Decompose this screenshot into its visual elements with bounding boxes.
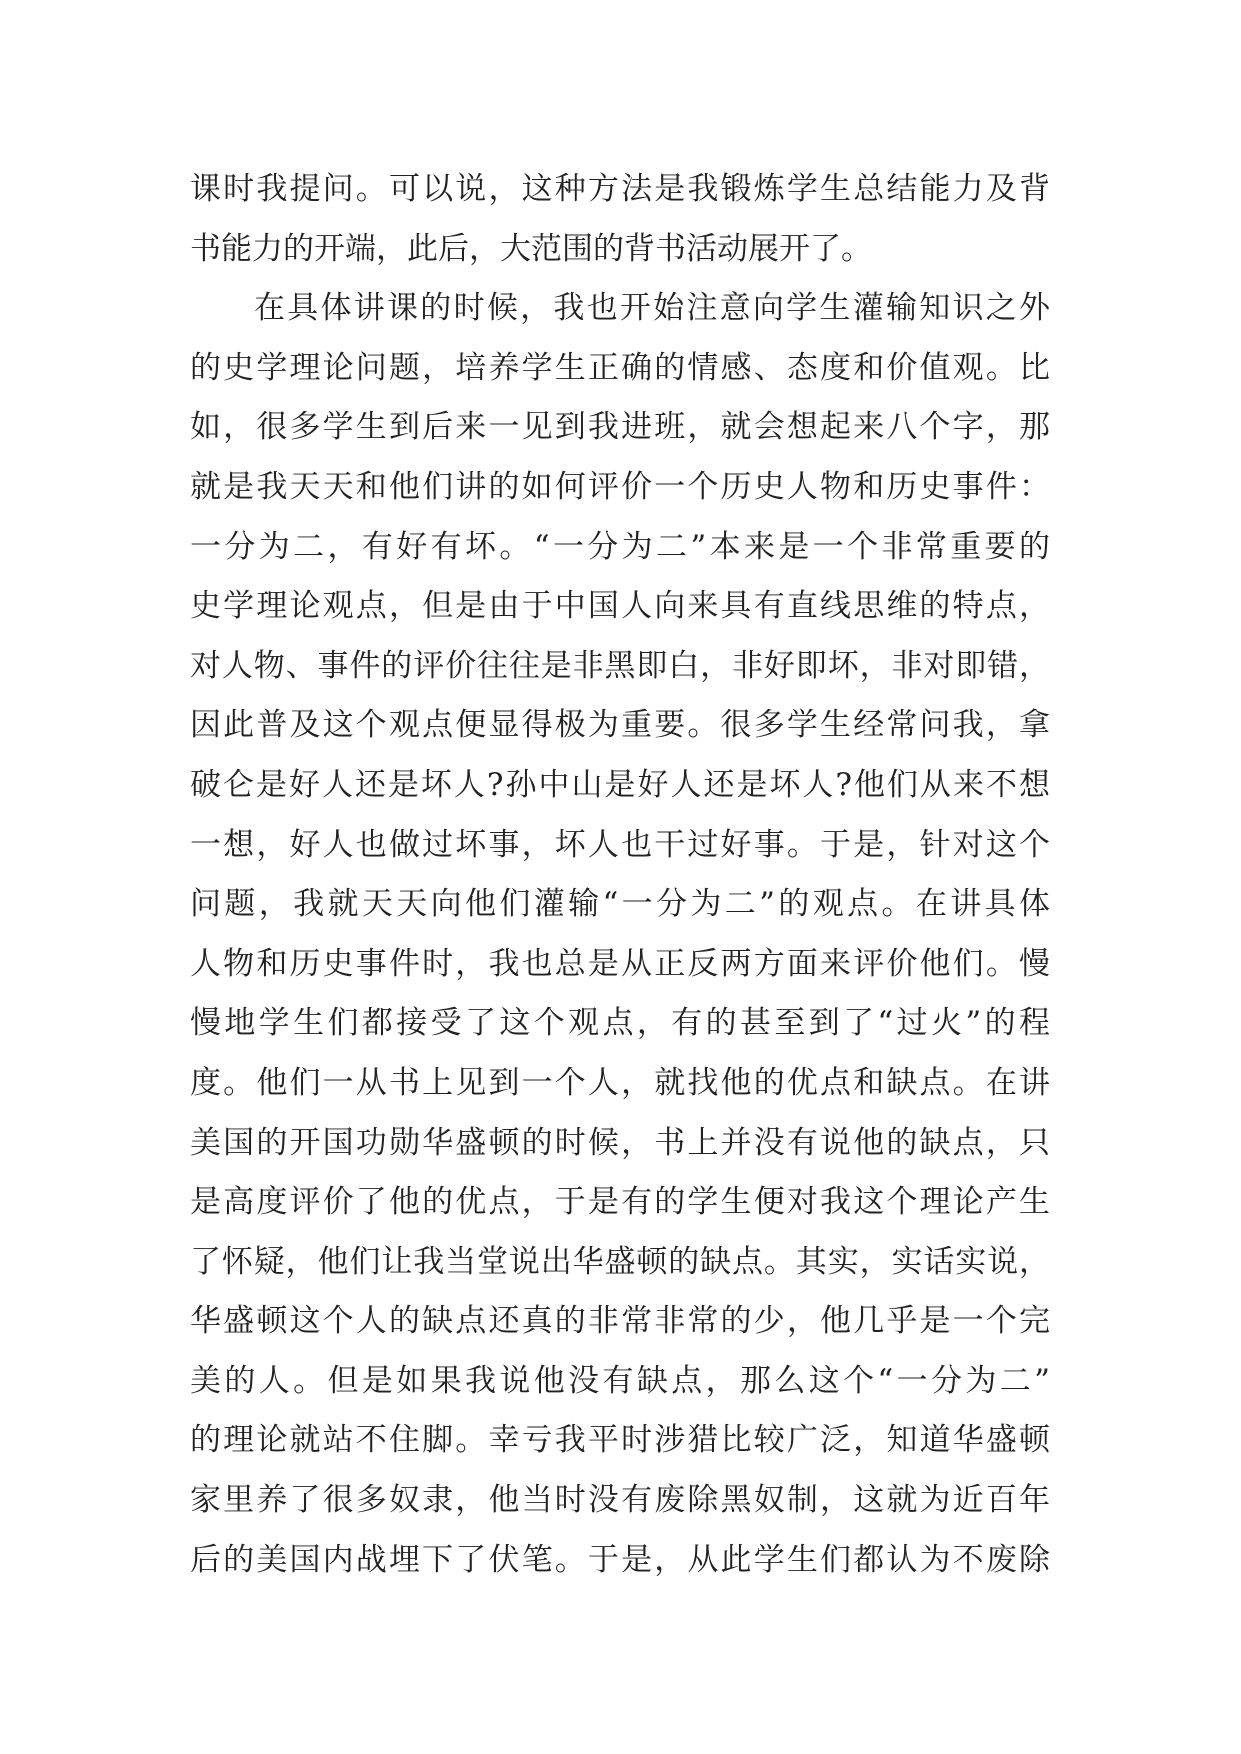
text-line: 书能力的开端，此后，大范围的背书活动展开了。 bbox=[190, 230, 872, 267]
text-line: 是高度评价了他的优点，于是有的学生便对我这个理论产生 bbox=[190, 1184, 1050, 1221]
body-text bbox=[190, 160, 1050, 1590]
text-line: 度。他们一从书上见到一个人，就找他的优点和缺点。在讲 bbox=[190, 1064, 1050, 1101]
text-line: 课时我提问。可以说，这种方法是我锻炼学生总结能力及背 bbox=[190, 171, 1050, 207]
text-line: 史学理论观点，但是由于中国人向来具有直线思维的特点， bbox=[190, 588, 1050, 625]
text-line: 一分为二，有好有坏。“一分为二”本来是一个非常重要的 bbox=[190, 528, 1050, 565]
text-line: 对人物、事件的评价往往是非黑即白，非好即坏，非对即错， bbox=[190, 647, 1050, 684]
text-line: 一想，好人也做过坏事，坏人也干过好事。于是，针对这个 bbox=[190, 826, 1050, 863]
text-line: 人物和历史事件时，我也总是从正反两方面来评价他们。慢 bbox=[190, 945, 1050, 982]
text-line: 如，很多学生到后来一见到我进班，就会想起来八个字，那 bbox=[190, 409, 1050, 446]
text-line: 破仑是好人还是坏人?孙中山是好人还是坏人?他们从来不想 bbox=[190, 766, 1050, 803]
text-line: 的史学理论问题，培养学生正确的情感、态度和价值观。比 bbox=[190, 349, 1050, 386]
text-line: 慢地学生们都接受了这个观点，有的甚至到了“过火”的程 bbox=[190, 1005, 1050, 1042]
text-line: 美的人。但是如果我说他没有缺点，那么这个“一分为二” bbox=[190, 1362, 1050, 1399]
text-line: 的理论就站不住脚。幸亏我平时涉猎比较广泛，知道华盛顿 bbox=[190, 1422, 1050, 1459]
text-line: 了怀疑，他们让我当堂说出华盛顿的缺点。其实，实话实说， bbox=[190, 1243, 1050, 1280]
text-line: 在具体讲课的时候，我也开始注意向学生灌输知识之外 bbox=[254, 290, 1050, 327]
text-line: 美国的开国功勋华盛顿的时候，书上并没有说他的缺点，只 bbox=[190, 1124, 1050, 1161]
text-line: 因此普及这个观点便显得极为重要。很多学生经常问我，拿 bbox=[190, 707, 1050, 744]
text-line: 后的美国内战埋下了伏笔。于是，从此学生们都认为不废除 bbox=[190, 1541, 1050, 1578]
text-line: 家里养了很多奴隶，他当时没有废除黑奴制，这就为近百年 bbox=[190, 1482, 1050, 1519]
text-line: 就是我天天和他们讲的如何评价一个历史人物和历史事件： bbox=[190, 468, 1050, 505]
text-line: 华盛顿这个人的缺点还真的非常非常的少，他几乎是一个完 bbox=[190, 1303, 1050, 1340]
text-line: 问题，我就天天向他们灌输“一分为二”的观点。在讲具体 bbox=[190, 886, 1050, 923]
